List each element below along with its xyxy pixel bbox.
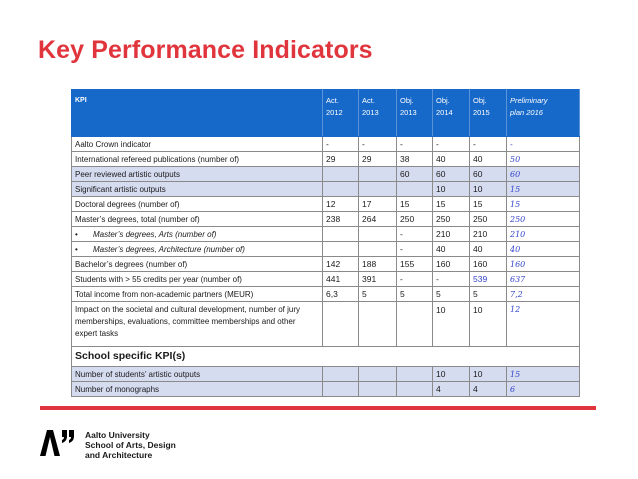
table-row bbox=[72, 272, 580, 287]
cell: 5 bbox=[397, 287, 433, 302]
cell: 10 bbox=[433, 367, 470, 382]
cell: 5 bbox=[470, 287, 507, 302]
cell: 10 bbox=[433, 302, 470, 347]
cell: 441 bbox=[323, 272, 359, 287]
row-label: • Master’s degrees, Architecture (number of) bbox=[72, 242, 323, 257]
cell-prelim: 15 bbox=[507, 197, 580, 212]
cell: 12 bbox=[323, 197, 359, 212]
cell bbox=[359, 167, 397, 182]
cell bbox=[323, 242, 359, 257]
cell bbox=[323, 367, 359, 382]
header-obj-2015: Obj. 2015 bbox=[470, 90, 507, 137]
table-row bbox=[72, 367, 580, 382]
cell: 155 bbox=[397, 257, 433, 272]
table-row bbox=[72, 242, 580, 257]
slide-title: Key Performance Indicators bbox=[38, 36, 373, 64]
cell bbox=[323, 302, 359, 347]
cell-prelim: 210 bbox=[507, 227, 580, 242]
header-preliminary-2016: Preliminary plan 2016 bbox=[507, 90, 580, 137]
row-label: Bachelor’s degrees (number of) bbox=[72, 257, 323, 272]
cell: 38 bbox=[397, 152, 433, 167]
row-label: Master’s degrees, total (number of) bbox=[72, 212, 323, 227]
table-row bbox=[72, 287, 580, 302]
row-label: Peer reviewed artistic outputs bbox=[72, 167, 323, 182]
cell: 10 bbox=[470, 302, 507, 347]
cell: 10 bbox=[470, 367, 507, 382]
header-obj-2013: Obj. 2013 bbox=[397, 90, 433, 137]
cell bbox=[397, 302, 433, 347]
cell: 391 bbox=[359, 272, 397, 287]
table-row bbox=[72, 302, 580, 347]
logo-school: School of Arts, Design bbox=[85, 440, 176, 450]
cell: 5 bbox=[359, 287, 397, 302]
header-obj-2014: Obj. 2014 bbox=[433, 90, 470, 137]
header-kpi: KPI bbox=[72, 90, 323, 137]
cell: 29 bbox=[323, 152, 359, 167]
cell: - bbox=[470, 137, 507, 152]
aalto-logo-icon bbox=[40, 430, 76, 456]
table-row bbox=[72, 257, 580, 272]
cell-prelim: 6 bbox=[507, 382, 580, 397]
cell: 160 bbox=[433, 257, 470, 272]
cell: 5 bbox=[433, 287, 470, 302]
cell-prelim: 15 bbox=[507, 367, 580, 382]
cell: - bbox=[397, 227, 433, 242]
cell: 210 bbox=[470, 227, 507, 242]
cell bbox=[359, 367, 397, 382]
row-label: Number of monographs bbox=[72, 382, 323, 397]
cell: 10 bbox=[433, 182, 470, 197]
cell-prelim: 7,2 bbox=[507, 287, 580, 302]
table-header-row bbox=[72, 90, 580, 137]
cell: 15 bbox=[470, 197, 507, 212]
cell: 40 bbox=[433, 152, 470, 167]
kpi-table bbox=[71, 89, 580, 397]
cell-prelim: 15 bbox=[507, 182, 580, 197]
cell-prelim: - bbox=[507, 137, 580, 152]
row-label: • Master’s degrees, Arts (number of) bbox=[72, 227, 323, 242]
table-row bbox=[72, 382, 580, 397]
cell: - bbox=[433, 137, 470, 152]
cell: 40 bbox=[470, 242, 507, 257]
cell: 15 bbox=[397, 197, 433, 212]
cell bbox=[397, 382, 433, 397]
row-label: Aalto Crown indicator bbox=[72, 137, 323, 152]
table-row bbox=[72, 137, 580, 152]
cell bbox=[359, 182, 397, 197]
cell: 250 bbox=[397, 212, 433, 227]
table-row bbox=[72, 212, 580, 227]
row-label: Total income from non-academic partners (MEUR) bbox=[72, 287, 323, 302]
cell: - bbox=[397, 272, 433, 287]
cell: 188 bbox=[359, 257, 397, 272]
cell: 238 bbox=[323, 212, 359, 227]
cell-prelim: 637 bbox=[507, 272, 580, 287]
cell: 539 bbox=[470, 272, 507, 287]
row-label: Impact on the societal and cultural development, number of jury memberships, evaluations, committee memberships and other expert tasks bbox=[72, 302, 323, 347]
cell: - bbox=[323, 137, 359, 152]
table-row bbox=[72, 167, 580, 182]
cell: 40 bbox=[433, 242, 470, 257]
cell: 210 bbox=[433, 227, 470, 242]
cell: 60 bbox=[470, 167, 507, 182]
cell bbox=[359, 382, 397, 397]
cell bbox=[397, 367, 433, 382]
cell bbox=[397, 182, 433, 197]
footer-divider bbox=[40, 406, 596, 410]
cell-prelim: 60 bbox=[507, 167, 580, 182]
cell: 15 bbox=[433, 197, 470, 212]
cell: - bbox=[397, 242, 433, 257]
cell: - bbox=[433, 272, 470, 287]
row-label: Doctoral degrees (number of) bbox=[72, 197, 323, 212]
cell bbox=[323, 227, 359, 242]
cell: - bbox=[397, 137, 433, 152]
cell-prelim: 160 bbox=[507, 257, 580, 272]
cell bbox=[323, 182, 359, 197]
cell: 6,3 bbox=[323, 287, 359, 302]
header-act-2012: Act. 2012 bbox=[323, 90, 359, 137]
row-label: Number of students’ artistic outputs bbox=[72, 367, 323, 382]
cell bbox=[359, 227, 397, 242]
section-title: School specific KPI(s) bbox=[72, 347, 580, 367]
logo-school-line2: and Architecture bbox=[85, 450, 153, 460]
cell: 142 bbox=[323, 257, 359, 272]
cell-prelim: 250 bbox=[507, 212, 580, 227]
cell-prelim: 50 bbox=[507, 152, 580, 167]
cell-prelim: 40 bbox=[507, 242, 580, 257]
logo-university: Aalto University bbox=[85, 430, 150, 440]
cell-prelim: 12 bbox=[507, 302, 580, 347]
cell: 60 bbox=[433, 167, 470, 182]
cell: 250 bbox=[470, 212, 507, 227]
row-label: Students with > 55 credits per year (number of) bbox=[72, 272, 323, 287]
row-label: Significant artistic outputs bbox=[72, 182, 323, 197]
header-act-2013: Act. 2013 bbox=[359, 90, 397, 137]
cell: 40 bbox=[470, 152, 507, 167]
cell: 4 bbox=[470, 382, 507, 397]
logo-text bbox=[85, 430, 176, 460]
cell bbox=[359, 302, 397, 347]
section-row bbox=[72, 347, 580, 367]
cell: 60 bbox=[397, 167, 433, 182]
row-label: International refereed publications (number of) bbox=[72, 152, 323, 167]
cell: 17 bbox=[359, 197, 397, 212]
cell: 250 bbox=[433, 212, 470, 227]
table-row bbox=[72, 152, 580, 167]
cell bbox=[323, 167, 359, 182]
cell: 10 bbox=[470, 182, 507, 197]
table-row bbox=[72, 182, 580, 197]
table-row bbox=[72, 197, 580, 212]
cell: 29 bbox=[359, 152, 397, 167]
cell: - bbox=[359, 137, 397, 152]
cell bbox=[359, 242, 397, 257]
cell: 160 bbox=[470, 257, 507, 272]
cell: 4 bbox=[433, 382, 470, 397]
table-row bbox=[72, 227, 580, 242]
cell bbox=[323, 382, 359, 397]
cell: 264 bbox=[359, 212, 397, 227]
